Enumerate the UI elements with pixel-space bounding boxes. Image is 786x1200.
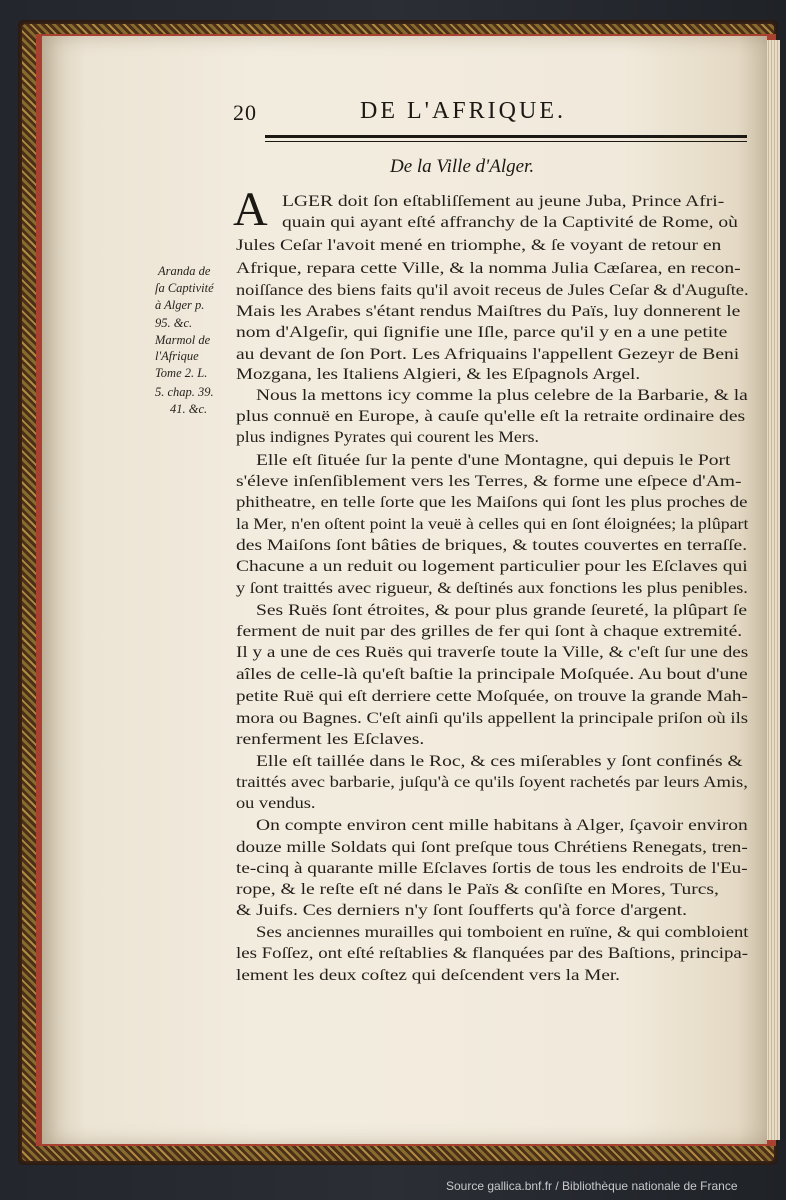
text-line: LGER doit ſon eſtabliſſement au jeune Juba, Prince Afri- [282, 191, 725, 210]
margin-note-line: 41. &c. [170, 402, 208, 416]
text-line: renferment les Eſclaves. [236, 729, 425, 748]
text-line: petite Ruë qui eſt derriere cette Moſquée, on trouve la grande Mah- [236, 686, 748, 705]
text-line: quain qui ayant eſté affranchy de la Captivité de Rome, où [282, 212, 738, 231]
head-rule [265, 135, 747, 138]
margin-note-line: à Alger p. [155, 298, 205, 312]
text-line: Mozgana, les Italiens Algieri, & les Eſpagnols Argel. [236, 364, 641, 383]
text-line: plus connuë en Europe, à cauſe qu'elle eſt la retraite ordinaire des [236, 406, 746, 425]
text-line: traittés avec barbarie, juſqu'à ce qu'ils ſoyent rachetés par leurs Amis, [236, 772, 748, 791]
text-line: lement les deux coſtez qui deſcendent vers la Mer. [236, 965, 620, 984]
section-title: De la Ville d'Alger. [390, 156, 535, 177]
text-line: la Mer, n'en oſtent point la veuë à celles qui en ſont éloignées; la plûpart [236, 514, 749, 533]
fore-edge [766, 40, 780, 1140]
text-line: te-cinq à quarante mille Eſclaves ſortis de tous les endroits de l'Eu- [236, 858, 748, 877]
text-line: & Juifs. Ces derniers n'y ſont ſoufferts qu'à force d'argent. [236, 900, 687, 919]
text-line: au devant de ſon Port. Les Afriquains l'appellent Gezeyr de Beni [236, 344, 740, 363]
margin-note-line: Aranda de [158, 264, 211, 278]
text-line: Jules Ceſar l'avoit mené en triomphe, & ſe voyant de retour en [236, 235, 722, 254]
margin-note-line: Marmol de [155, 333, 211, 347]
text-line: Elle eſt taillée dans le Roc, & ces miſerables y ſont confinés & [256, 751, 743, 770]
text-line: mora ou Bagnes. C'eſt ainſi qu'ils appellent la principale priſon où ils [236, 708, 749, 727]
text-line: ou vendus. [236, 793, 316, 812]
head-rule-thin [265, 141, 747, 142]
text-line: Il y a une de ces Ruës qui traverſe toute la Ville, & c'eſt ſur une des [236, 642, 749, 661]
text-line: Ses anciennes murailles qui tomboient en ruïne, & qui combloient [256, 922, 749, 941]
text-line: Nous la mettons icy comme la plus celebre de la Barbarie, & la [256, 385, 748, 404]
text-line: y ſont traittés avec rigueur, & deſtinés aux fonctions les plus penibles. [236, 578, 748, 597]
text-line: nom d'Algeſir, qui ſignifie une Iſle, parce qu'il y en a une petite [236, 322, 728, 341]
text-line: des Maiſons ſont bâties de briques, & toutes couvertes en terraſſe. [236, 535, 748, 554]
text-line: phitheatre, en telle ſorte que les Maiſons qui ſont les plus proches de [236, 492, 748, 511]
text-line: Ses Ruës ſont étroites, & pour plus grande ſeureté, la plûpart ſe [256, 600, 748, 619]
margin-note-line: 95. &c. [155, 316, 193, 330]
page-number: 20 [233, 100, 257, 125]
source-credit: Source gallica.bnf.fr / Bibliothèque nationale de France [446, 1179, 738, 1193]
margin-note-line: Tome 2. L. [155, 366, 208, 380]
text-line: On compte environ cent mille habitans à Alger, ſçavoir environ [256, 815, 748, 834]
text-line: plus indignes Pyrates qui courent les Mers. [236, 427, 539, 446]
text-line: ferment de nuit par des grilles de fer qui ſont à chaque extremité. [236, 621, 743, 640]
margin-note-line: l'Afrique [155, 349, 199, 363]
margin-note-line: 5. chap. 39. [155, 385, 214, 399]
text-line: rope, & le reſte eſt né dans le Païs & conſiſte en Mores, Turcs, [236, 879, 719, 898]
text-line: Afrique, repara cette Ville, & la nomma Julia Cæſarea, en recon- [236, 258, 741, 277]
running-head: DE L'AFRIQUE. [360, 98, 566, 124]
text-line: les Foſſez, ont eſté reſtablies & flanquées par des Baſtions, principa- [236, 943, 749, 962]
margin-note-line: ſa Captivité [155, 281, 214, 295]
drop-cap: A [233, 183, 268, 236]
text-line: Elle eſt ſituée ſur la pente d'une Montagne, qui depuis le Port [256, 450, 731, 469]
text-line: noiſſance des biens faits qu'il avoit receus de Jules Ceſar & d'Auguſte. [236, 280, 749, 299]
text-line: Chacune a un reduit ou logement particulier pour les Eſclaves qui [236, 556, 748, 575]
text-line: s'éleve inſenſiblement vers les Terres, & forme une eſpece d'Am- [236, 471, 742, 490]
text-line: douze mille Soldats qui ſont preſque tous Chrétiens Renegats, tren- [236, 837, 748, 856]
text-line: Mais les Arabes s'étant rendus Maiſtres du Païs, luy donnerent le [236, 301, 741, 320]
text-line: aîles de celle-là qu'eſt baſtie la principale Moſquée. Au bout d'une [236, 664, 748, 683]
